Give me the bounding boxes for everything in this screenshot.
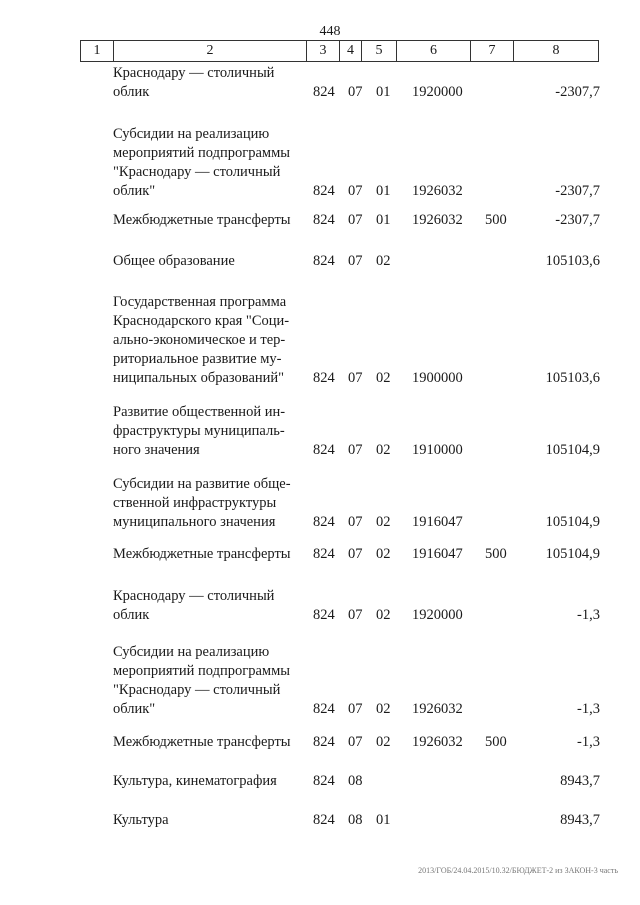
cell-c5: 02	[376, 370, 391, 386]
description-line: облик"	[113, 183, 156, 199]
cell-c7: 500	[485, 546, 507, 562]
row-description	[113, 64, 305, 102]
cell-c5: 02	[376, 546, 391, 562]
description-line: Субсидии на развитие обще-	[113, 476, 291, 492]
description-line: ного значения	[113, 442, 200, 458]
cell-c5: 01	[376, 212, 391, 228]
cell-c5: 01	[376, 812, 391, 828]
description-line: облик	[113, 84, 150, 100]
cell-c7: 500	[485, 734, 507, 750]
cell-c4: 07	[348, 212, 363, 228]
description-line: Государственная программа	[113, 294, 287, 310]
cell-c4: 07	[348, 734, 363, 750]
row-description	[113, 475, 305, 532]
cell-c5: 02	[376, 253, 391, 269]
row-description	[113, 125, 305, 201]
description-line: Субсидии на реализацию	[113, 126, 270, 142]
description-line: фраструктуры муниципаль-	[113, 423, 285, 439]
cell-c5: 02	[376, 734, 391, 750]
cell-c8: 105104,9	[545, 514, 600, 530]
cell-c6: 1900000	[412, 370, 463, 386]
cell-c6: 1926032	[412, 701, 463, 717]
row-description	[113, 211, 305, 230]
cell-c3: 824	[313, 84, 335, 100]
table-header	[80, 40, 599, 62]
column-header: 8	[552, 43, 560, 58]
row-description	[113, 293, 305, 388]
column-header: 7	[471, 41, 514, 61]
cell-c4: 07	[348, 370, 363, 386]
row-description	[113, 252, 305, 271]
cell-c6: 1926032	[412, 212, 463, 228]
column-header: 6	[397, 41, 471, 61]
cell-c6: 1910000	[412, 442, 463, 458]
column-header: 2	[114, 41, 307, 61]
cell-c8: 105104,9	[545, 442, 600, 458]
cell-c8: -1,3	[577, 701, 600, 717]
description-line: ниципальных образований"	[113, 370, 285, 386]
description-line: облик"	[113, 701, 156, 717]
cell-c5: 02	[376, 442, 391, 458]
cell-c6: 1926032	[412, 734, 463, 750]
cell-c8: 8943,7	[560, 773, 600, 789]
cell-c6: 1916047	[412, 546, 463, 562]
cell-c4: 07	[348, 442, 363, 458]
cell-c8: -1,3	[577, 607, 600, 623]
description-line: Межбюджетные трансферты	[113, 212, 291, 228]
cell-c7: 500	[485, 212, 507, 228]
row-description	[113, 587, 305, 625]
cell-c3: 824	[313, 734, 335, 750]
cell-c4: 07	[348, 546, 363, 562]
cell-c3: 824	[313, 370, 335, 386]
cell-c8: 105103,6	[545, 253, 600, 269]
description-line: "Краснодару — столичный	[113, 682, 281, 698]
row-description	[113, 545, 305, 564]
description-line: Межбюджетные трансферты	[113, 546, 291, 562]
cell-c6: 1926032	[412, 183, 463, 199]
cell-c3: 824	[313, 546, 335, 562]
description-line: Краснодару — столичный	[113, 65, 275, 81]
column-header: 4	[340, 41, 362, 61]
cell-c4: 07	[348, 607, 363, 623]
row-description	[113, 772, 305, 791]
cell-c4: 07	[348, 183, 363, 199]
row-description	[113, 403, 305, 460]
cell-c8: 105103,6	[545, 370, 600, 386]
description-line: Межбюджетные трансферты	[113, 734, 291, 750]
description-line: Культура	[113, 812, 169, 828]
description-line: "Краснодару — столичный	[113, 164, 281, 180]
cell-c8: -2307,7	[555, 212, 600, 228]
description-line: мероприятий подпрограммы	[113, 663, 290, 679]
description-line: Субсидии на реализацию	[113, 644, 270, 660]
cell-c4: 07	[348, 514, 363, 530]
cell-c5: 02	[376, 514, 391, 530]
column-header: 5	[362, 41, 397, 61]
description-line: Краснодару — столичный	[113, 588, 275, 604]
cell-c8: -1,3	[577, 734, 600, 750]
cell-c6: 1920000	[412, 607, 463, 623]
cell-c5: 01	[376, 183, 391, 199]
row-description	[113, 733, 305, 752]
page-number: 448	[319, 24, 341, 39]
footer-note: 2013/ГОБ/24.04.2015/10.32/БЮДЖЕТ-2 из ЗАКОН-3 часть	[418, 866, 618, 875]
cell-c5: 01	[376, 84, 391, 100]
cell-c3: 824	[313, 442, 335, 458]
cell-c3: 824	[313, 607, 335, 623]
cell-c3: 824	[313, 773, 335, 789]
description-line: муниципального значения	[113, 514, 276, 530]
cell-c3: 824	[313, 212, 335, 228]
cell-c3: 824	[313, 183, 335, 199]
description-line: мероприятий подпрограммы	[113, 145, 290, 161]
cell-c3: 824	[313, 253, 335, 269]
cell-c3: 824	[313, 514, 335, 530]
cell-c5: 02	[376, 607, 391, 623]
description-line: ственной инфраструктуры	[113, 495, 277, 511]
column-header: 3	[307, 41, 340, 61]
cell-c3: 824	[313, 812, 335, 828]
cell-c6: 1916047	[412, 514, 463, 530]
description-line: Краснодарского края "Соци-	[113, 313, 290, 329]
description-line: риториальное развитие му-	[113, 351, 282, 367]
cell-c8: -2307,7	[555, 84, 600, 100]
cell-c4: 07	[348, 84, 363, 100]
description-line: ально-экономическое и тер-	[113, 332, 286, 348]
cell-c8: -2307,7	[555, 183, 600, 199]
description-line: облик	[113, 607, 150, 623]
cell-c4: 08	[348, 812, 363, 828]
cell-c8: 8943,7	[560, 812, 600, 828]
row-description	[113, 811, 305, 830]
cell-c4: 07	[348, 253, 363, 269]
cell-c8: 105104,9	[545, 546, 600, 562]
cell-c4: 07	[348, 701, 363, 717]
description-line: Общее образование	[113, 253, 235, 269]
row-description	[113, 643, 305, 719]
cell-c5: 02	[376, 701, 391, 717]
cell-c6: 1920000	[412, 84, 463, 100]
description-line: Развитие общественной ин-	[113, 404, 286, 420]
cell-c4: 08	[348, 773, 363, 789]
column-header: 1	[81, 41, 114, 61]
cell-c3: 824	[313, 701, 335, 717]
description-line: Культура, кинематография	[113, 773, 277, 789]
